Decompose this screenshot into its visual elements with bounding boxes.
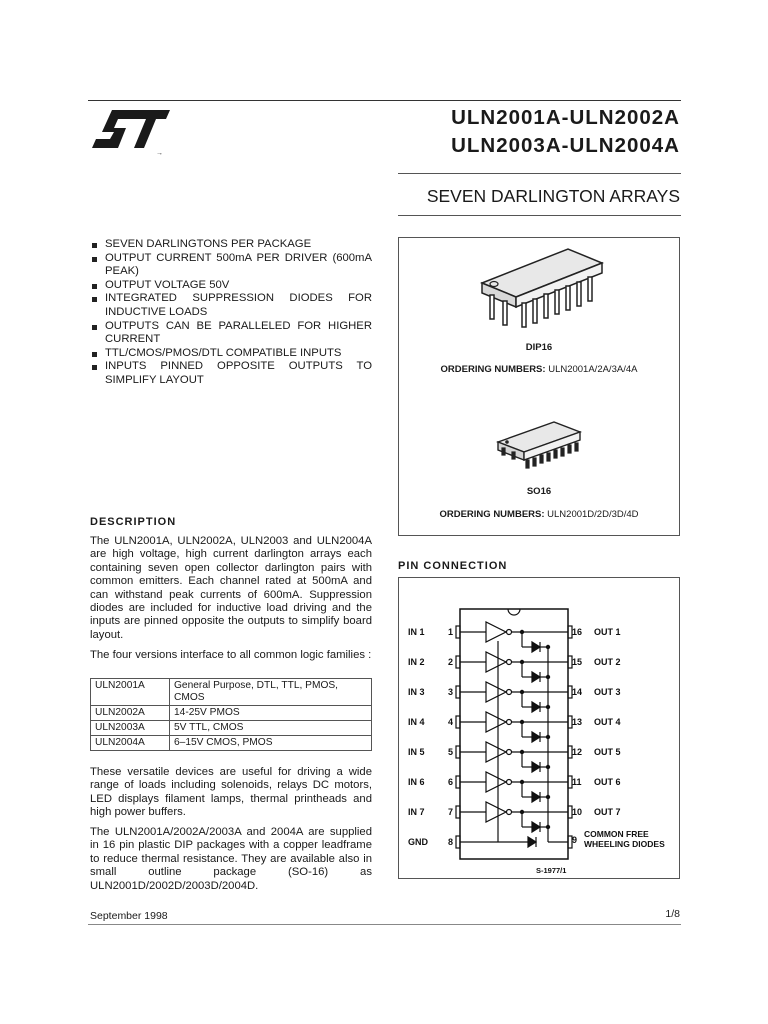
dip16-package-image: [470, 243, 610, 338]
pin-label-right: OUT 4: [594, 717, 621, 727]
pin-number-left: 8: [448, 837, 454, 847]
pin-label-right: OUT 1: [594, 627, 621, 637]
description-paragraph: The four versions interface to all common logic families :: [90, 649, 372, 661]
table-row: [91, 721, 372, 736]
page-subtitle: SEVEN DARLINGTON ARRAYS: [426, 186, 680, 206]
pin-tab: [568, 716, 572, 728]
diode-symbol: [532, 762, 540, 772]
part-cell: ULN2002A: [91, 706, 170, 721]
ordering-value: ULN2001D/2D/3D/4D: [544, 509, 639, 520]
ordering-value: ULN2001A/2A/3A/4A: [545, 364, 638, 375]
dip16-ordering-numbers: [398, 364, 680, 375]
table-row: [91, 706, 372, 721]
pin-label-left: IN 6: [408, 777, 425, 787]
pin-number-left: 5: [448, 747, 454, 757]
buffer-symbol: [486, 652, 506, 672]
pin-number-right: 15: [572, 657, 583, 667]
pin-label-right: OUT 6: [594, 777, 621, 787]
page-title-line1: ULN2001A-ULN2002A: [451, 106, 680, 129]
pin-number-left: 7: [448, 807, 454, 817]
so16-package-image: [492, 418, 584, 476]
pin-number-right: 10: [572, 807, 583, 817]
footer-date: September 1998: [90, 910, 168, 922]
feature-item: OUTPUT CURRENT 500mA PER DRIVER (600mA PEAK): [90, 252, 372, 279]
buffer-symbol: [486, 742, 506, 762]
pin-label-left: IN 5: [408, 747, 425, 757]
pin-label-right: OUT 7: [594, 807, 621, 817]
title-divider: [398, 173, 681, 174]
pin-connection-diagram: [398, 577, 680, 879]
buffer-symbol: [486, 772, 506, 792]
pin-label-left: IN 1: [408, 627, 425, 637]
desc-cell: General Purpose, DTL, TTL, PMOS, CMOS: [170, 679, 372, 706]
table-row: [91, 736, 372, 751]
versions-table: [90, 678, 372, 751]
pin-number-right: 14: [572, 687, 583, 697]
buffer-symbol: [486, 712, 506, 732]
pin-number-left: 1: [448, 627, 454, 637]
pin-number-right: 16: [572, 627, 583, 637]
part-cell: ULN2001A: [91, 679, 170, 706]
description-paragraph: The ULN2001A/2002A/2003A and 2004A are supplied in 16 pin plastic DIP packages with a copper leadframe to reduce thermal resistance. They are available also in small outline package (SO-16) as ULN2001D/2002D/2003D/2004D.: [90, 826, 372, 892]
ordering-label: ORDERING NUMBERS:: [439, 509, 545, 520]
diode-symbol: [532, 702, 540, 712]
pin-tab: [568, 686, 572, 698]
diode-symbol: [532, 672, 540, 682]
pin-label-right: OUT 5: [594, 747, 621, 757]
pin-tab: [568, 746, 572, 758]
pin-label-right: OUT 3: [594, 687, 621, 697]
description-paragraph: These versatile devices are useful for driving a wide range of loads including solenoids, relays DC motors, LED displays filament lamps, thermal printheads and high power buffers.: [90, 766, 372, 819]
pin-connection-heading: PIN CONNECTION: [398, 560, 508, 572]
pin-label-left: GND: [408, 837, 428, 847]
diode-symbol: [528, 837, 536, 847]
pin-tab: [568, 626, 572, 638]
page-title-line2: ULN2003A-ULN2004A: [451, 134, 680, 157]
st-logo: [90, 108, 172, 156]
buffer-symbol: [486, 682, 506, 702]
pin-label-left: IN 3: [408, 687, 425, 697]
diode-symbol: [532, 642, 540, 652]
feature-item: SEVEN DARLINGTONS PER PACKAGE: [90, 238, 372, 252]
page-number: 1/8: [665, 908, 680, 920]
feature-item: OUTPUTS CAN BE PARALLELED FOR HIGHER CURRENT: [90, 320, 372, 347]
pin-label-left: IN 2: [408, 657, 425, 667]
part-cell: ULN2003A: [91, 721, 170, 736]
diode-symbol: [532, 792, 540, 802]
pin9-label-line1: COMMON FREE: [584, 829, 649, 839]
buffer-symbol: [486, 622, 506, 642]
top-rule: [88, 100, 681, 101]
table-row: [91, 679, 372, 706]
subtitle-divider: [398, 215, 681, 216]
pin-label-left: IN 4: [408, 717, 425, 727]
desc-cell: 6–15V CMOS, PMOS: [170, 736, 372, 751]
buffer-symbol: [486, 802, 506, 822]
feature-item: OUTPUT VOLTAGE 50V: [90, 279, 372, 293]
description-heading: DESCRIPTION: [90, 516, 177, 528]
pin-tab: [568, 806, 572, 818]
pin-number-left: 2: [448, 657, 454, 667]
pin-label-right: OUT 2: [594, 657, 621, 667]
dip16-label: DIP16: [525, 342, 553, 353]
figure-code: S-1977/1: [536, 866, 567, 875]
pin9-label-line2: WHEELING DIODES: [584, 839, 665, 849]
pin-number-right: 13: [572, 717, 583, 727]
ordering-label: ORDERING NUMBERS:: [440, 364, 546, 375]
description-paragraph: The ULN2001A, ULN2002A, ULN2003 and ULN2004A are high voltage, high current darlington arrays each containing seven open collector darlington pairs with common emitters. Each channel rated at 500mA and can withstand peak currents of 600mA. Suppression diodes are included for inductive load driving and the inputs are pinned opposite the outputs to simplify board layout.: [90, 535, 372, 641]
pin-number-left: 6: [448, 777, 454, 787]
feature-list: [90, 238, 372, 388]
desc-cell: 14-25V PMOS: [170, 706, 372, 721]
svg-text:→: →: [156, 150, 163, 156]
diode-symbol: [532, 822, 540, 832]
desc-cell: 5V TTL, CMOS: [170, 721, 372, 736]
pin-number-right: 11: [572, 777, 582, 787]
feature-item: INTEGRATED SUPPRESSION DIODES FOR INDUCTIVE LOADS: [90, 292, 372, 319]
pin-number-right: 12: [572, 747, 583, 757]
feature-item: TTL/CMOS/PMOS/DTL COMPATIBLE INPUTS: [90, 347, 372, 361]
so16-label: SO16: [526, 486, 552, 497]
diode-symbol: [532, 732, 540, 742]
feature-item: INPUTS PINNED OPPOSITE OUTPUTS TO SIMPLIFY LAYOUT: [90, 360, 372, 387]
part-cell: ULN2004A: [91, 736, 170, 751]
pin9-number: 9: [572, 835, 578, 845]
pin-number-left: 4: [448, 717, 454, 727]
pin-tab: [568, 776, 572, 788]
bottom-rule: [88, 924, 681, 925]
pin-number-left: 3: [448, 687, 454, 697]
so16-ordering-numbers: [398, 509, 680, 520]
pin-tab: [568, 656, 572, 668]
pin-label-left: IN 7: [408, 807, 425, 817]
